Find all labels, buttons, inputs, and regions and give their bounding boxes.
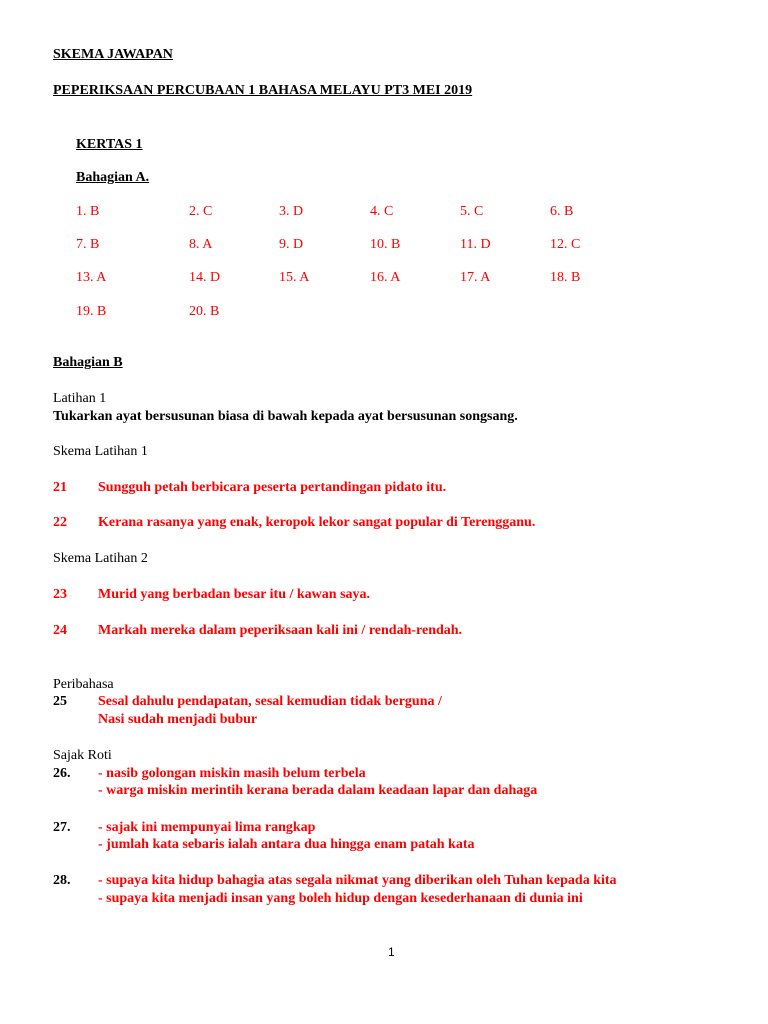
answer-text: Nasi sudah menjadi bubur <box>98 712 258 727</box>
answer-cell: 14. D <box>189 270 221 285</box>
item-number: 25 <box>53 694 67 709</box>
answer-row <box>76 236 636 253</box>
answer-cell: 4. C <box>370 204 394 219</box>
peribahasa-title: Peribahasa <box>53 677 114 692</box>
answer-text: - jumlah kata sebaris ialah antara dua hingga enam patah kata <box>98 837 475 852</box>
answer-text: - warga miskin merintih kerana berada dalam keadaan lapar dan dahaga <box>98 783 538 798</box>
item-number: 24 <box>53 623 67 638</box>
skema1-title: Skema Latihan 1 <box>53 444 148 459</box>
skema2-title: Skema Latihan 2 <box>53 551 148 566</box>
answer-text: Kerana rasanya yang enak, keropok lekor sangat popular di Terengganu. <box>98 515 536 530</box>
answer-text: - sajak ini mempunyai lima rangkap <box>98 820 316 835</box>
answer-text: Markah mereka dalam peperiksaan kali ini / rendah-rendah. <box>98 623 463 638</box>
answer-cell: 17. A <box>460 270 491 285</box>
page-number: 1 <box>388 945 395 959</box>
section-b-heading: Bahagian B <box>53 355 123 370</box>
item-number: 23 <box>53 587 67 602</box>
answer-cell: 9. D <box>279 237 304 252</box>
answer-cell: 16. A <box>370 270 401 285</box>
item-number: 21 <box>53 480 67 495</box>
answer-cell: 13. A <box>76 270 107 285</box>
answer-cell: 3. D <box>279 204 304 219</box>
kertas1-heading: KERTAS 1 <box>76 137 143 152</box>
answer-cell: 7. B <box>76 237 100 252</box>
answer-cell: 19. B <box>76 304 107 319</box>
section-a-heading: Bahagian A. <box>76 170 150 185</box>
answer-text: - supaya kita menjadi insan yang boleh hidup dengan kesederhanaan di dunia ini <box>98 891 583 906</box>
doc-subtitle: PEPERIKSAAN PERCUBAAN 1 BAHASA MELAYU PT3 MEI 2019 <box>53 83 473 98</box>
item-number: 26. <box>53 766 71 781</box>
answer-cell: 6. B <box>550 204 574 219</box>
answer-text: - supaya kita hidup bahagia atas segala nikmat yang diberikan oleh Tuhan kepada kita <box>98 873 617 888</box>
answer-text: Sungguh petah berbicara peserta pertandingan pidato itu. <box>98 480 447 495</box>
latihan1-title: Latihan 1 <box>53 391 107 406</box>
answer-cell: 2. C <box>189 204 213 219</box>
latihan1-instruction: Tukarkan ayat bersusunan biasa di bawah kepada ayat bersusunan songsang. <box>53 409 518 424</box>
answer-cell: 15. A <box>279 270 310 285</box>
answer-text: - nasib golongan miskin masih belum terbela <box>98 766 366 781</box>
answer-cell: 20. B <box>189 304 220 319</box>
answer-row <box>76 303 636 320</box>
answer-cell: 18. B <box>550 270 581 285</box>
item-number: 27. <box>53 820 71 835</box>
answer-cell: 1. B <box>76 204 100 219</box>
answer-text: Murid yang berbadan besar itu / kawan saya. <box>98 587 371 602</box>
answer-cell: 5. C <box>460 204 484 219</box>
sajak-title: Sajak Roti <box>53 748 112 763</box>
item-number: 28. <box>53 873 71 888</box>
answer-row <box>76 203 636 220</box>
answer-text: Sesal dahulu pendapatan, sesal kemudian tidak berguna / <box>98 694 442 709</box>
answer-cell: 12. C <box>550 237 581 252</box>
answer-row <box>76 269 636 286</box>
doc-title: SKEMA JAWAPAN <box>53 47 173 62</box>
answer-cell: 11. D <box>460 237 491 252</box>
answer-cell: 10. B <box>370 237 401 252</box>
item-number: 22 <box>53 515 67 530</box>
answer-cell: 8. A <box>189 237 213 252</box>
